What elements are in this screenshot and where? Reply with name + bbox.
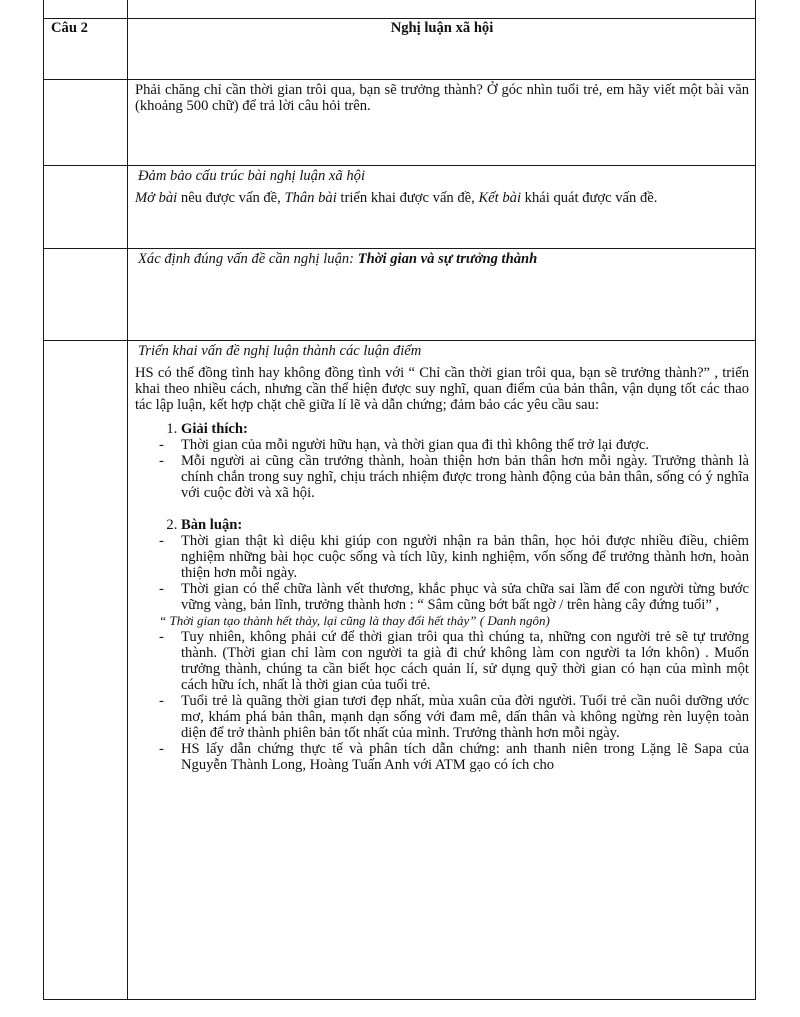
develop-cell	[128, 341, 756, 1000]
section-list	[135, 421, 749, 773]
quote-text: “ Thời gian tạo thành hết thảy, lại cũng là thay đổi hết thảy” ( Danh ngôn)	[159, 613, 550, 628]
section-ban-luan: 2. Bàn luận: - Thời gian thật kì diệu khi giúp con người nhận ra bản thân, học hỏi được nhiều điều, chiêm nghiệm những bài học cuộc sống và tích lũy, kinh nghiệm, vốn sống để trưởng thành hơn, hoàn thiện hơn mỗi ngày. - Thời gian có thể chữa lành vết thương, khắc phục và sửa chữa sai lầm để con người từng bước vững vàng, bản lĩnh, trưởng thành hơn : “ Sâm cũng bớt bất ngờ / trên hàng cây đứng tuổi” , “ Thời gian tạo thành hết thảy, lại cũng là thay đổi hết thảy” ( Danh ngôn) - Tuy nhiên, không phải cứ để thời gian trôi qua thì chúng ta, những con người trẻ sẽ tự trưởng thành. (Thời gian chỉ làm con người ta già đi chứ không làm con người ta lớn khôn) . Muốn trưởng thành, chúng ta cần biết học cách quản lí, sử dụng quỹ thời gian có hạn của mình một cách hữu ích, nhất là thời gian của tuổi trẻ. - Tuổi trẻ là quãng thời gian tươi đẹp nhất, mùa xuân của đời người. Tuổi trẻ cần nuôi dưỡng ước mơ, khám phá bản thân, mạnh dạn sống với đam mê, dấn thân và không ngừng rèn luyện toàn diện để trở thành phiên bản tốt nhất của mình. Trưởng thành hơn mỗi ngày. - HS lấy dẫn chứng thực tế và phân tích dẫn chứng: anh thanh niên trong Lặng lẽ Sapa của Nguyễn Thành Long, Hoàng Tuấn Anh với ATM gạo có ích cho	[181, 517, 749, 773]
question-cell	[128, 80, 756, 166]
issue-cell	[128, 249, 756, 341]
issue-topic: Thời gian và sự trưởng thành	[357, 251, 538, 267]
list-item: - Tuổi trẻ là quãng thời gian tươi đẹp nhất, mùa xuân của đời người. Tuổi trẻ cần nuôi dưỡng ước mơ, khám phá bản thân, mạnh dạn sống với đam mê, dấn thân và không ngừng rèn luyện toàn diện để trở thành phiên bản tốt nhất của mình. Trưởng thành hơn mỗi ngày.	[157, 693, 749, 741]
table-row-header	[44, 19, 756, 80]
empty-cell	[44, 249, 128, 341]
ban-luan-list-2	[157, 629, 749, 773]
giai-thich-list	[157, 437, 749, 501]
section-title-cell	[128, 19, 756, 80]
structure-title: Đảm bảo cấu trúc bài nghị luận xã hội	[138, 168, 365, 184]
empty-cell	[44, 341, 128, 1000]
ban-luan-list	[157, 533, 749, 613]
issue-text: Xác định đúng vấn đề cần nghị luận: Thời gian và sự trưởng thành	[138, 251, 538, 267]
list-item: - Thời gian có thể chữa lành vết thương, khắc phục và sửa chữa sai lầm để con người từng bước vững vàng, bản lĩnh, trưởng thành hơn : “ Sâm cũng bớt bất ngờ / trên hàng cây đứng tuổi” ,	[157, 581, 749, 613]
table-row-develop	[44, 341, 756, 1000]
table-row-issue	[44, 249, 756, 341]
top-cell-right	[128, 0, 756, 19]
list-item: - Tuy nhiên, không phải cứ để thời gian trôi qua thì chúng ta, những con người trẻ sẽ tự trưởng thành. (Thời gian chỉ làm con người ta già đi chứ không làm con người ta lớn khôn) . Muốn trưởng thành, chúng ta cần biết học cách quản lí, sử dụng quỹ thời gian có hạn của mình một cách hữu ích, nhất là thời gian của tuổi trẻ.	[157, 629, 749, 693]
empty-cell	[44, 166, 128, 249]
question-text: Phải chăng chỉ cần thời gian trôi qua, bạn sẽ trưởng thành? Ở góc nhìn tuổi trẻ, em hãy viết một bài văn (khoảng 500 chữ) để trả lời câu hỏi trên.	[135, 82, 749, 114]
table-row-structure	[44, 166, 756, 249]
table-row-question	[44, 80, 756, 166]
empty-cell	[44, 80, 128, 166]
develop-intro: HS có thể đồng tình hay không đồng tình với “ Chỉ cần thời gian trôi qua, bạn sẽ trưởng thành?” , triển khai theo nhiều cách, nhưng cần thể hiện được suy nghĩ, quan điểm của bản thân, vận dụng tốt các thao tác lập luận, kết hợp chặt chẽ giữa lí lẽ và dẫn chứng; đảm bảo các yêu cầu sau:	[135, 365, 749, 413]
table-row-top	[44, 0, 756, 19]
list-item: - HS lấy dẫn chứng thực tế và phân tích dẫn chứng: anh thanh niên trong Lặng lẽ Sapa của Nguyễn Thành Long, Hoàng Tuấn Anh với ATM gạo có ích cho	[157, 741, 749, 773]
structure-text: Mở bài nêu được vấn đề, Thân bài triển khai được vấn đề, Kết bài khái quát được vấn đề.	[135, 190, 658, 206]
list-item: - Thời gian của mỗi người hữu hạn, và thời gian qua đi thì không thể trở lại được.	[157, 437, 749, 453]
list-item: - Mỗi người ai cũng cần trưởng thành, hoàn thiện hơn bản thân hơn mỗi ngày. Trưởng thành là chính chắn trong suy nghĩ, chịu trách nhiệm được trong hành động của bản thân, sống có ý nghĩa với cuộc đời và xã hội.	[157, 453, 749, 501]
develop-title: Triển khai vấn đề nghị luận thành các luận điểm	[138, 343, 422, 359]
answer-table	[43, 0, 756, 1000]
list-item: - Thời gian thật kì diệu khi giúp con người nhận ra bản thân, học hỏi được nhiều điều, chiêm nghiệm những bài học cuộc sống và tích lũy, kinh nghiệm, vốn sống để trưởng thành hơn, hoàn thiện hơn mỗi ngày.	[157, 533, 749, 581]
question-label: Câu 2	[51, 20, 88, 36]
top-cell-left	[44, 0, 128, 19]
question-label-cell	[44, 19, 128, 80]
structure-cell	[128, 166, 756, 249]
section-title: Nghị luận xã hội	[390, 20, 494, 36]
section-giai-thich: 1. Giải thích: - Thời gian của mỗi người hữu hạn, và thời gian qua đi thì không thể trở lại được. - Mỗi người ai cũng cần trưởng thành, hoàn thiện hơn bản thân hơn mỗi ngày. Trưởng thành là chính chắn trong suy nghĩ, chịu trách nhiệm được trong hành động của bản thân, sống có ý nghĩa với cuộc đời và xã hội.	[181, 421, 749, 501]
